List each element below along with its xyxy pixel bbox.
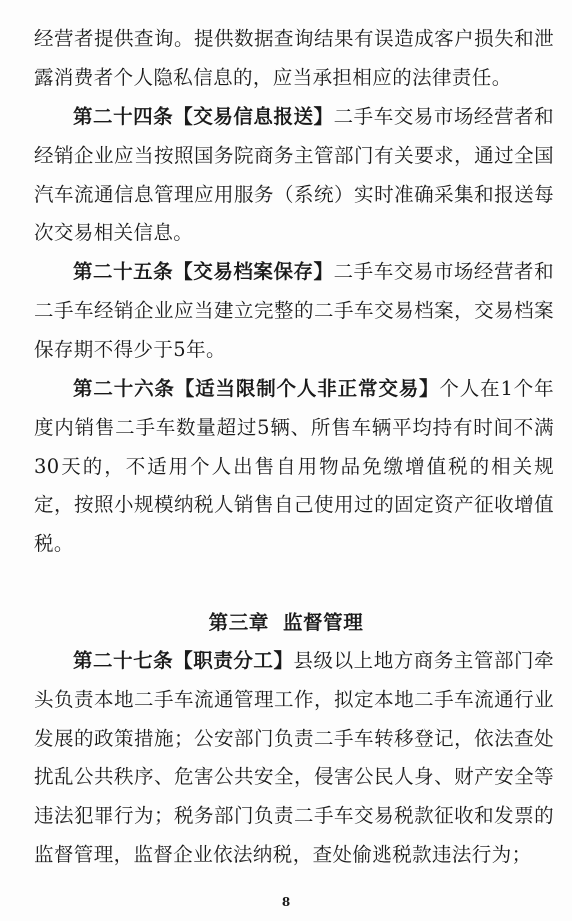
article-text: 县级以上地方商务主管部门牵头负责本地二手车流通管理工作，拟定本地二手车流通行业发展的政策措施；公安部门负责二手车转移登记，依法查处扰乱公共秩序、危害公共安全，侵害公民人身、财产安全等违法犯罪行为；税务部门负责二手车交易税款征收和发票的监督管理，监督企业依法纳税，查处偷逃税款违法行为； — [34, 649, 554, 866]
article-text: 个人在1个年度内销售二手车数量超过5辆、所售车辆平均持有时间不满30天的，不适用个人出售自用物品免缴增值税的相关规定，按照小规模纳税人销售自己使用过的固定资产征收增值税。 — [34, 377, 554, 556]
chapter-number: 第三章 — [208, 611, 269, 634]
chapter-heading — [0, 604, 572, 642]
chapter-title: 监督管理 — [282, 611, 364, 634]
article-number: 第二十六条 — [73, 377, 175, 400]
article-heading: 【交易信息报送】 — [173, 105, 334, 128]
page-number: 8 — [281, 895, 291, 909]
article-24 — [34, 98, 554, 253]
article-number: 第二十五条 — [73, 260, 174, 283]
article-text: 二手车交易市场经营者和二手车经销企业应当建立完整的二手车交易档案，交易档案保存期不得少于5年。 — [34, 260, 554, 361]
article-27 — [34, 642, 554, 875]
article-25 — [34, 253, 554, 369]
paragraph-text: 经营者提供查询。提供数据查询结果有误造成客户损失和泄露消费者个人隐私信息的，应当承担相应的法律责任。 — [34, 27, 554, 89]
article-heading: 【交易档案保存】 — [173, 260, 334, 283]
article-number: 第二十四条 — [73, 105, 174, 128]
article-heading: 【适当限制个人非正常交易】 — [174, 377, 440, 400]
article-heading: 【职责分工】 — [173, 649, 294, 672]
article-text: 二手车交易市场经营者和经销企业应当按照国务院商务主管部门有关要求，通过全国汽车流通信息管理应用服务（系统）实时准确采集和报送每次交易相关信息。 — [34, 105, 554, 245]
continuation-paragraph — [34, 20, 554, 98]
article-26 — [34, 370, 554, 564]
article-number: 第二十七条 — [73, 649, 174, 672]
